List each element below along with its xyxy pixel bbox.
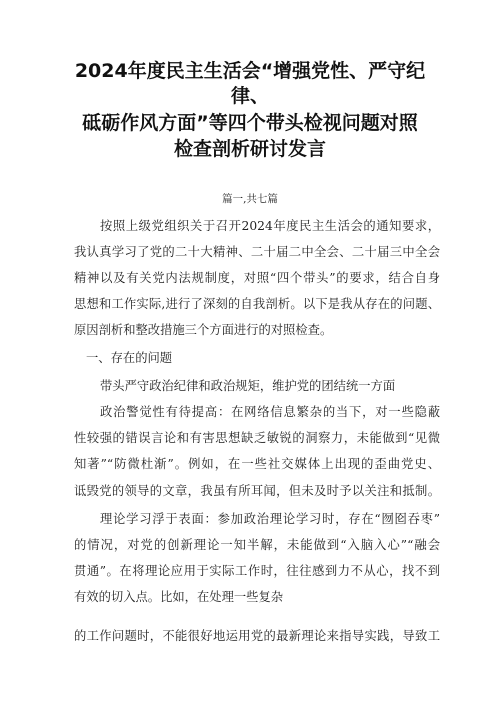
para2-line-1: 理论学习浮于表面：参加政治理论学习时，存在“囫囵吞枣” [100, 512, 440, 526]
document-subtitle: 篇一,共七篇 [222, 193, 278, 205]
document-title-line-2: 律、 [230, 85, 269, 107]
para1-line-2: 性较强的错误言论和有害思想缺乏敏锐的洞察力，未能做到“见微 [74, 431, 440, 445]
intro-line-5: 原因剖析和整改措施三个方面进行的对照检查。 [74, 323, 333, 337]
para1-line-3: 知著”“防微杜渐”。例如，在一些社交媒体上出现的歪曲党史、 [74, 457, 440, 471]
intro-line-3: 精神以及有关党内法规制度，对照“四个带头”的要求，结合自身 [74, 271, 440, 285]
para1-line-1: 政治警觉性有待提高：在网络信息繁杂的当下，对一些隐蔽 [100, 405, 440, 419]
section-heading-problems: 一、存在的问题 [86, 351, 173, 365]
para1-line-4: 诋毁党的领导的文章，我虽有所耳闻，但未及时予以关注和抵制。 [74, 484, 440, 498]
para2-line-2: 的情况，对党的创新理论一知半解，未能做到“入脑入心”“融会 [74, 538, 440, 552]
intro-line-1: 按照上级党组织关于召开2024年度民主生活会的通知要求， [100, 219, 440, 233]
continuation-line: 的工作问题时，不能很好地运用党的最新理论来指导实践，导致工 [74, 629, 440, 643]
document-title-line-1: 2024年度民主生活会“增强党性、严守纪 [74, 60, 426, 82]
para2-line-4: 有效的切入点。比如，在处理一些复杂 [74, 590, 284, 604]
para2-line-3: 贯通”。在将理论应用于实际工作时，往往感到力不从心，找不到 [74, 564, 440, 578]
intro-line-2: 我认真学习了党的二十大精神、二十届二中全会、二十届三中全会 [74, 245, 440, 259]
intro-line-4: 思想和工作实际,进行了深刻的自我剖析。以下是我从存在的问题、 [74, 297, 440, 311]
subheading-political-discipline: 带头严守政治纪律和政治规矩，维护党的团结统一方面 [100, 379, 396, 393]
document-title-line-4: 检查剖析研讨发言 [173, 138, 326, 160]
document-title-line-3: 砥砺作风方面”等四个带头检视问题对照 [82, 112, 418, 134]
